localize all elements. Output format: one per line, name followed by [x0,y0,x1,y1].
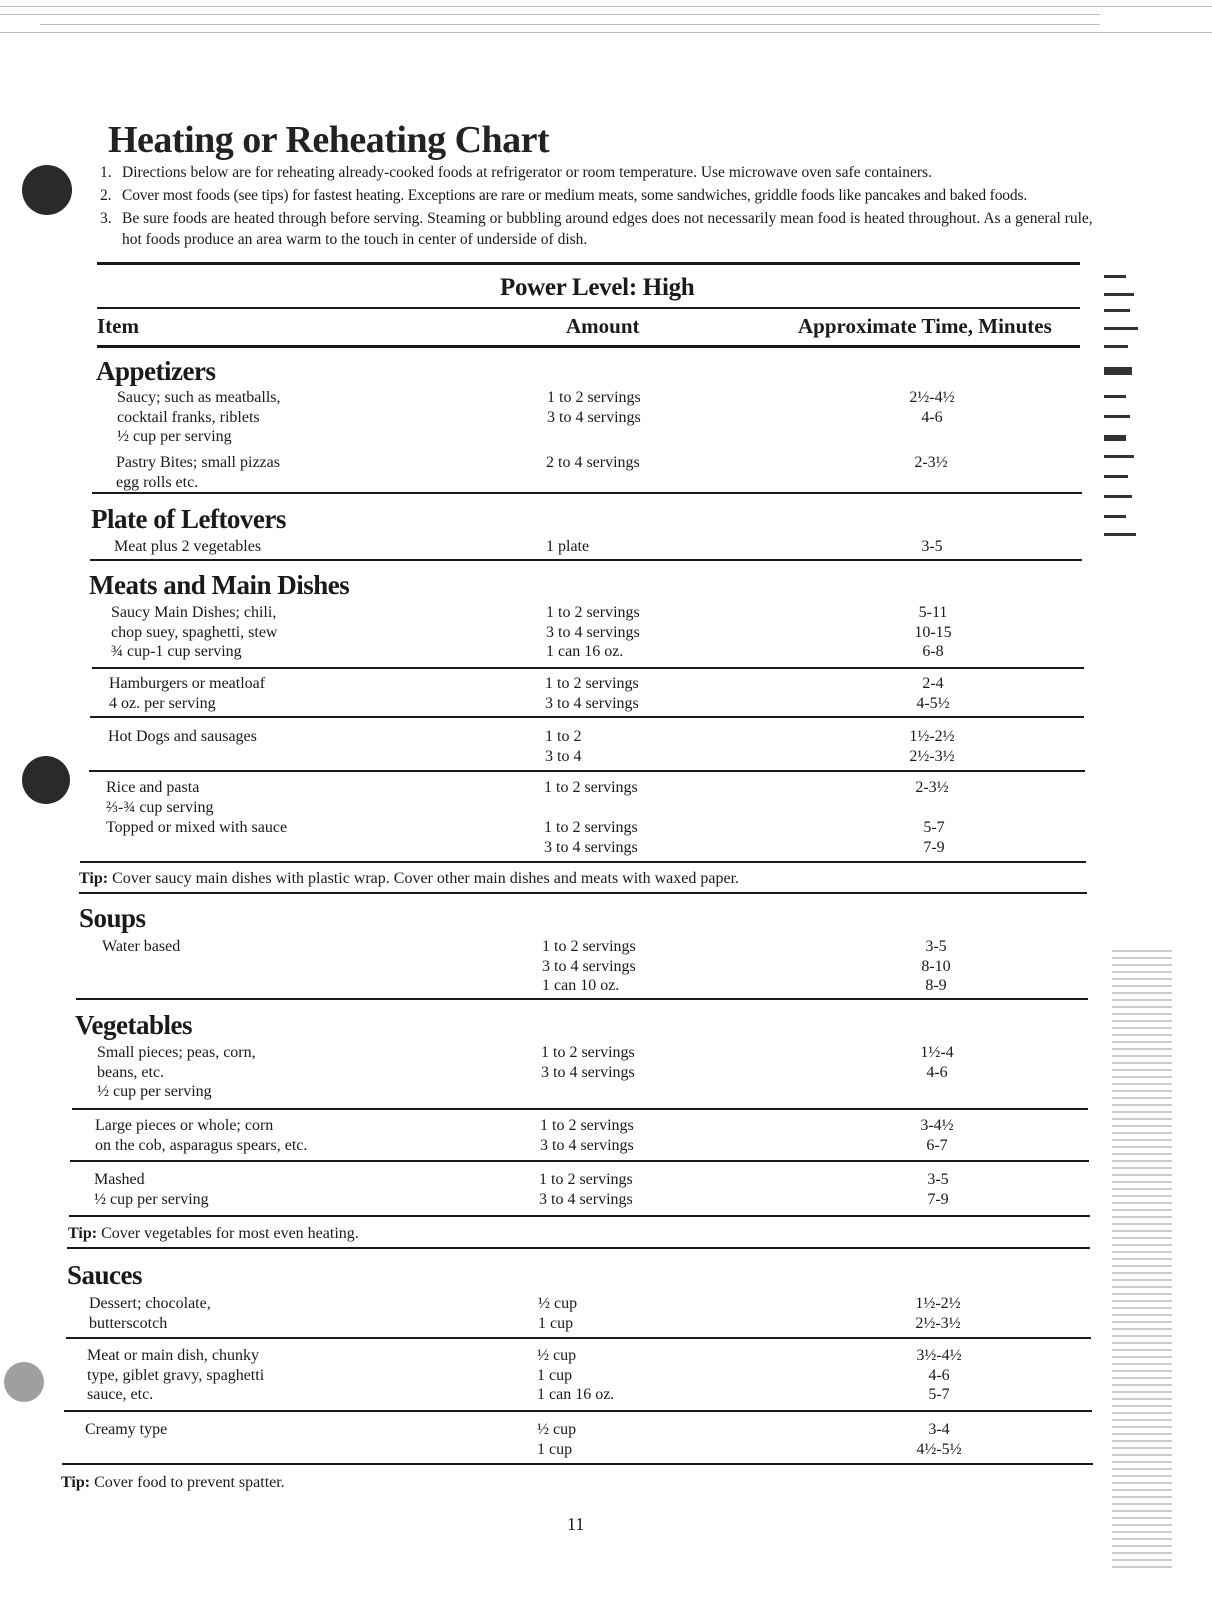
column-header-amount: Amount [566,314,640,338]
intro-text: Directions below are for reheating already-cooked foods at refrigerator or room temperature. Use microwave oven safe containers. [122,164,932,181]
time-cell: 3-4 4½-5½ [916,1421,962,1458]
scan-artifact-line [0,6,1212,7]
item-cell: Small pieces; peas, corn, beans, etc. ½ cup per serving [97,1044,256,1101]
amount-cell: 1 to 2 servings 3 to 4 servings [544,819,638,856]
section-title-soups: Soups [79,903,146,933]
punch-hole [22,165,72,215]
intro-number: 3. [100,210,112,227]
item-cell: Hot Dogs and sausages [108,728,257,745]
amount-cell: 1 plate [546,538,590,555]
divider [69,1215,1090,1217]
table-row [0,1170,1100,1212]
time-cell: 3-5 [921,538,943,555]
edge-noise [1112,950,1172,1570]
tip-meats [79,870,739,888]
table-row [0,674,1100,716]
table-row [0,537,1100,559]
tip-vegetables [68,1225,359,1243]
divider [90,559,1082,561]
item-cell: Rice and pasta ⅔-¾ cup serving [106,779,214,816]
amount-cell: 1 to 2 3 to 4 [545,728,582,765]
header-bottom-rule [97,345,1080,348]
time-cell: 1½-2½ 2½-3½ [909,728,955,765]
time-cell: 3½-4½ 4-6 5-7 [916,1347,962,1404]
item-cell: Water based [102,938,181,955]
time-cell: 3-5 8-10 8-9 [921,938,951,995]
column-header-item: Item [97,314,139,338]
item-cell: Mashed ½ cup per serving [94,1171,209,1208]
table-row [0,603,1100,665]
amount-cell: 1 to 2 servings 3 to 4 servings [547,389,641,426]
table-row [0,1346,1100,1408]
edge-marks [1104,275,1144,545]
table-row [0,778,1100,820]
time-cell: 2½-4½ 4-6 [909,389,955,426]
table-row [0,453,1100,493]
amount-cell: 1 to 2 servings [544,779,638,796]
time-cell: 5-11 10-15 6-8 [914,604,952,661]
table-row [0,727,1100,769]
scan-artifact-line [0,32,1212,33]
amount-cell: 1 to 2 servings 3 to 4 servings [545,675,639,712]
amount-cell: 1 to 2 servings 3 to 4 servings 1 can 16 oz. [546,604,640,661]
column-header-time: Approximate Time, Minutes [798,314,1052,338]
amount-cell: ½ cup 1 cup 1 can 16 oz. [537,1347,615,1404]
intro-number: 2. [100,187,112,204]
table-row [0,1043,1100,1105]
amount-cell: 1 to 2 servings 3 to 4 servings 1 can 10 oz. [542,938,636,995]
item-cell: Topped or mixed with sauce [106,819,288,836]
item-cell: Saucy; such as meatballs, cocktail franks, riblets ½ cup per serving [117,389,281,446]
scan-artifact-line [40,24,1100,25]
item-cell: Saucy Main Dishes; chili, chop suey, spaghetti, stew ¾ cup-1 cup serving [111,604,278,661]
amount-cell: 2 to 4 servings [546,454,640,471]
section-title-leftovers: Plate of Leftovers [91,504,286,534]
intro-item [100,208,1100,250]
table-row [0,1294,1100,1336]
divider [89,770,1085,772]
tip-label: Tip: [61,1474,91,1491]
tip-text: Cover saucy main dishes with plastic wrap. Cover other main dishes and meats with waxed paper. [108,870,740,887]
tip-label: Tip: [68,1225,98,1242]
divider [72,1108,1088,1110]
amount-cell: ½ cup 1 cup [538,1295,578,1332]
section-title-appetizers: Appetizers [96,356,216,386]
divider [80,861,1086,863]
divider [70,1160,1089,1162]
intro-text: Be sure foods are heated through before serving. Steaming or bubbling around edges does not necessarily mean food is heated throughout. As a general rule, hot foods produce an area warm to the touch in center of underside of dish. [122,210,1093,248]
time-cell: 2-3½ [914,454,948,471]
divider [76,998,1088,1000]
table-top-rule [97,262,1080,265]
table-row [0,818,1100,860]
scan-artifact-line [0,14,1100,15]
time-cell: 2-3½ [915,779,949,796]
divider [92,492,1082,494]
section-title-meats: Meats and Main Dishes [89,570,350,600]
time-cell: 1½-2½ 2½-3½ [915,1295,961,1332]
item-cell: Meat plus 2 vegetables [114,538,262,555]
item-cell: Dessert; chocolate, butterscotch [89,1295,211,1332]
table-row [0,1420,1100,1462]
tip-text: Cover food to prevent spatter. [90,1474,285,1491]
amount-cell: 1 to 2 servings 3 to 4 servings [540,1117,634,1154]
amount-cell: 1 to 2 servings 3 to 4 servings [539,1171,633,1208]
divider [66,1337,1091,1339]
item-cell: Meat or main dish, chunky type, giblet gravy, spaghetti sauce, etc. [87,1347,265,1404]
section-title-sauces: Sauces [67,1260,143,1290]
time-cell: 5-7 7-9 [923,819,945,856]
divider [97,307,1080,309]
divider [90,716,1084,718]
time-cell: 1½-4 4-6 [920,1044,954,1081]
table-row [0,388,1100,448]
amount-cell: ½ cup 1 cup [537,1421,577,1458]
amount-cell: 1 to 2 servings 3 to 4 servings [541,1044,635,1081]
item-cell: Creamy type [85,1421,168,1438]
tip-text: Cover vegetables for most even heating. [97,1225,359,1242]
divider [64,1410,1092,1412]
table-row [0,937,1100,999]
divider [92,667,1084,669]
intro-item [100,162,1100,183]
time-cell: 3-5 7-9 [927,1171,949,1208]
time-cell: 2-4 4-5½ [916,675,950,712]
item-cell: Large pieces or whole; corn on the cob, asparagus spears, etc. [95,1117,308,1154]
tip-label: Tip: [79,870,109,887]
power-level-heading: Power Level: High [500,274,695,301]
section-title-vegetables: Vegetables [75,1010,192,1040]
intro-item [100,185,1100,206]
page-title: Heating or Reheating Chart [108,119,550,161]
time-cell: 3-4½ 6-7 [920,1117,954,1154]
intro-text: Cover most foods (see tips) for fastest heating. Exceptions are rare or medium meats, some sandwiches, griddle foods like pancakes and baked foods. [122,187,1028,204]
divider [79,892,1087,894]
intro-list [100,162,1100,252]
item-cell: Hamburgers or meatloaf 4 oz. per serving [109,675,266,712]
tip-sauces [61,1474,285,1492]
page-number: 11 [567,1514,585,1534]
divider [67,1247,1090,1249]
table-row [0,1116,1100,1158]
divider [62,1463,1093,1465]
item-cell: Pastry Bites; small pizzas egg rolls etc. [116,454,280,491]
intro-number: 1. [100,164,112,181]
